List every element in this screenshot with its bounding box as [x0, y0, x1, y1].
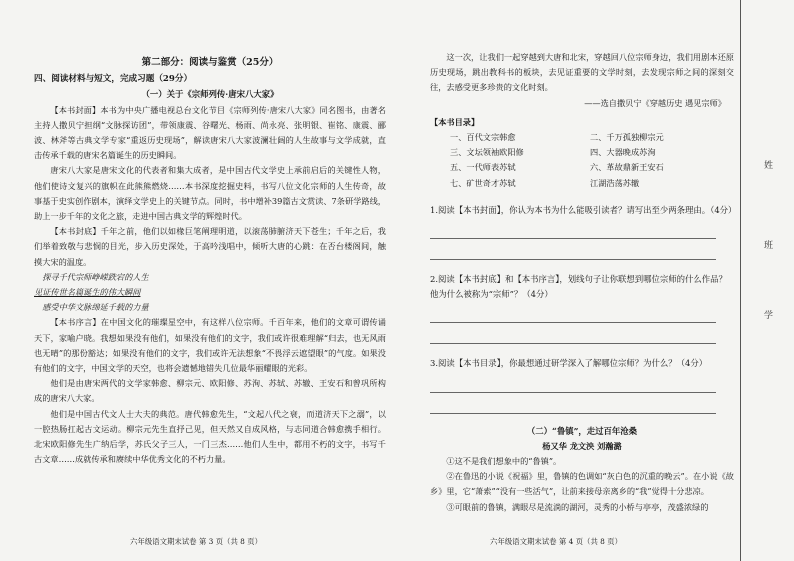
- handwritten-line: 见证传世名篇诞生的伟大瞬间: [34, 287, 141, 298]
- page-footer: 六年级语文期末试卷 第 3 页（共 8 页）: [130, 536, 263, 546]
- question-1: 1.阅读【本书封面】，你认为本书为什么能吸引读者？请写出至少两条理由。（4分）: [430, 204, 737, 215]
- answer-line[interactable]: [430, 393, 716, 414]
- intro-paragraph: 这一次，让我们一起穿越到大唐和北宋，穿越回八位宗师身边，我们用剧本还原历史现场，跳出教科书的板块，去见证重要的文学时刻，去发现宗师之间的深刻交往，去感受更多珍贵的文化时刻。: [430, 52, 734, 93]
- part-title: 第二部分：阅读与鉴赏（25分）: [141, 57, 279, 68]
- toc-item: 六、革故鼎新王安石: [590, 162, 664, 173]
- toc-item: 二、千万孤独柳宗元: [590, 132, 664, 143]
- answer-line[interactable]: [430, 239, 716, 260]
- cover-paragraph: 【本书封面】本书为中央广播电视总台文化节目《宗师列传·唐宋八大家》同名图书，由著名主持人撒贝宁担纲“文脉探访团”，带领康震、谷曙光、杨雨、尚永亮、张明银、崔铭、康震、郦波、林斧等古典文学专家“重返历史现场”，解读唐宋八大家波澜壮阔的人生故事与文学成就，直击传承千载的唐宋名篇诞生的历史瞬间。: [34, 104, 386, 161]
- toc-item: 江湖浩荡苏辙: [590, 177, 640, 188]
- toc-item: 五、一代师表苏轼: [450, 162, 516, 173]
- toc-item: 三、文坛领袖欧阳修: [450, 147, 524, 158]
- question-2: 2.阅读【本书封底】和【本书序言】，划线句子让你联想到哪位宗师的什么作品？他为什么被称为“宗师”？（4分）: [430, 274, 727, 300]
- binding-label: 学: [762, 310, 772, 319]
- toc-item: 四、大器晚成苏洵: [590, 147, 656, 158]
- page-footer: 六年级语文期末试卷 第 4 页（共 8 页）: [490, 536, 623, 546]
- answer-line[interactable]: [430, 323, 716, 344]
- handwritten-line: 探寻千代宗师峥嵘跌宕的人生: [42, 271, 149, 282]
- section2-author: 杨又华 龙文泱 刘瀚潞: [542, 440, 622, 451]
- page-4: [400, 0, 740, 561]
- answer-line[interactable]: [430, 372, 716, 393]
- answer-line[interactable]: [430, 302, 716, 323]
- back-cover-paragraph: 【本书封底】千年之前，他们以如椽巨笔阐理明道，以滚荡肺腑济天下苍生；千年之后，我们举着致敬与悲悯的目光，步入历史深处，于高吟浅唱中，倾听大唐的心跳：在否台楼阁间，触摸大宋的温度。: [34, 226, 386, 267]
- section2-paragraph: ①这不是我们想象中的“鲁镇”。: [446, 456, 562, 467]
- toc-item: 一、百代文宗韩愈: [450, 132, 516, 143]
- binding-margin: [740, 0, 794, 561]
- binding-label: 班: [762, 240, 772, 249]
- question-3: 3.阅读【本书目录】，你最想通过研学深入了解哪位宗师？为什么？（4分）: [430, 358, 708, 369]
- section-title: 四、阅读材料与短文，完成习题（29分）: [34, 74, 193, 85]
- section2-title: （二）“鲁镇”，走过百年沧桑: [526, 425, 638, 436]
- answer-line[interactable]: [430, 218, 716, 239]
- toc-list: [430, 130, 734, 191]
- handwritten-line: 感受中华文脉绵延千载的力量: [42, 302, 149, 313]
- preface-paragraph: 【本书序言】在中国文化的璀璨星空中，有这样八位宗师。千百年来，他们的文章可谓传诵天下，家喻户晓。我想如果没有他们，如果没有他们的文字，我们或许很难理解“归去，也无风雨也无晴”的那份豁达；如果没有他们的文字，我们或许无法想象“不畏浮云遮望眼”的气度。如果没有他们的文字，中国文学的天空，也将会遗憾地错失几位最华丽耀眼的光彩。: [34, 317, 386, 374]
- subsection-title: （一）关于《宗师列传·唐宋八大家》: [141, 89, 279, 100]
- preface-paragraph: 他们是中国古代文人士大夫的典范。唐代韩愈先生，“文起八代之衰，而道济天下之溺”，以一腔热肠扛起古文运动。柳宗元先生直抒己见，但天然又自成风格，与志同道合韩愈携手相行。北宋欧阳修先生广纳后学，苏氏父子三人，一门三杰……他们人生中，都用不朽的文字，书写千古文章……成就传承和赓续中华优秀文化的不朽力量。: [34, 408, 386, 465]
- section2-paragraph: ③可眼前的鲁镇，满眼尽是流淌的湖河，灵秀的小桥与亭亭，茂盛浓绿的: [446, 501, 709, 512]
- intro-paragraph: 唐宋八大家是唐宋文化的代表者和集大成者，是中国古代文学史上承前启后的关键性人物，他们使诗文复兴的旗帜在此熊熊燃烧……本书深度挖掘史料，书写八位文化宗师的人生传奇，故事基于史实创作剧本，演绎文学史上的关键节点。同时，书中增补39篇古文赏读、7条研学路线，助上一步千年的文化之旅，走进中国古典文学的辉煌时代。: [34, 165, 386, 222]
- binding-label: 姓: [762, 160, 772, 169]
- toc-title: 【本书目录】: [430, 116, 480, 127]
- preface-paragraph: 他们是由唐宋两代的文学家韩愈、柳宗元、欧阳修、苏洵、苏轼、苏辙、王安石和曾巩所构成的唐宋八大家。: [34, 378, 386, 404]
- source-line: ——选自撒贝宁《穿越历史 遇见宗师》: [584, 97, 726, 108]
- section2-paragraph: ②在鲁迅的小说《祝福》里，鲁镇的色调如“灰白色的沉重的晚云”。在小说《故乡》里，它“萧索”“没有一些活气”，让前来接母亲离乡的“我”觉得十分悲凉。: [430, 471, 734, 497]
- toc-item: 七、矿世奇才苏轼: [450, 177, 516, 188]
